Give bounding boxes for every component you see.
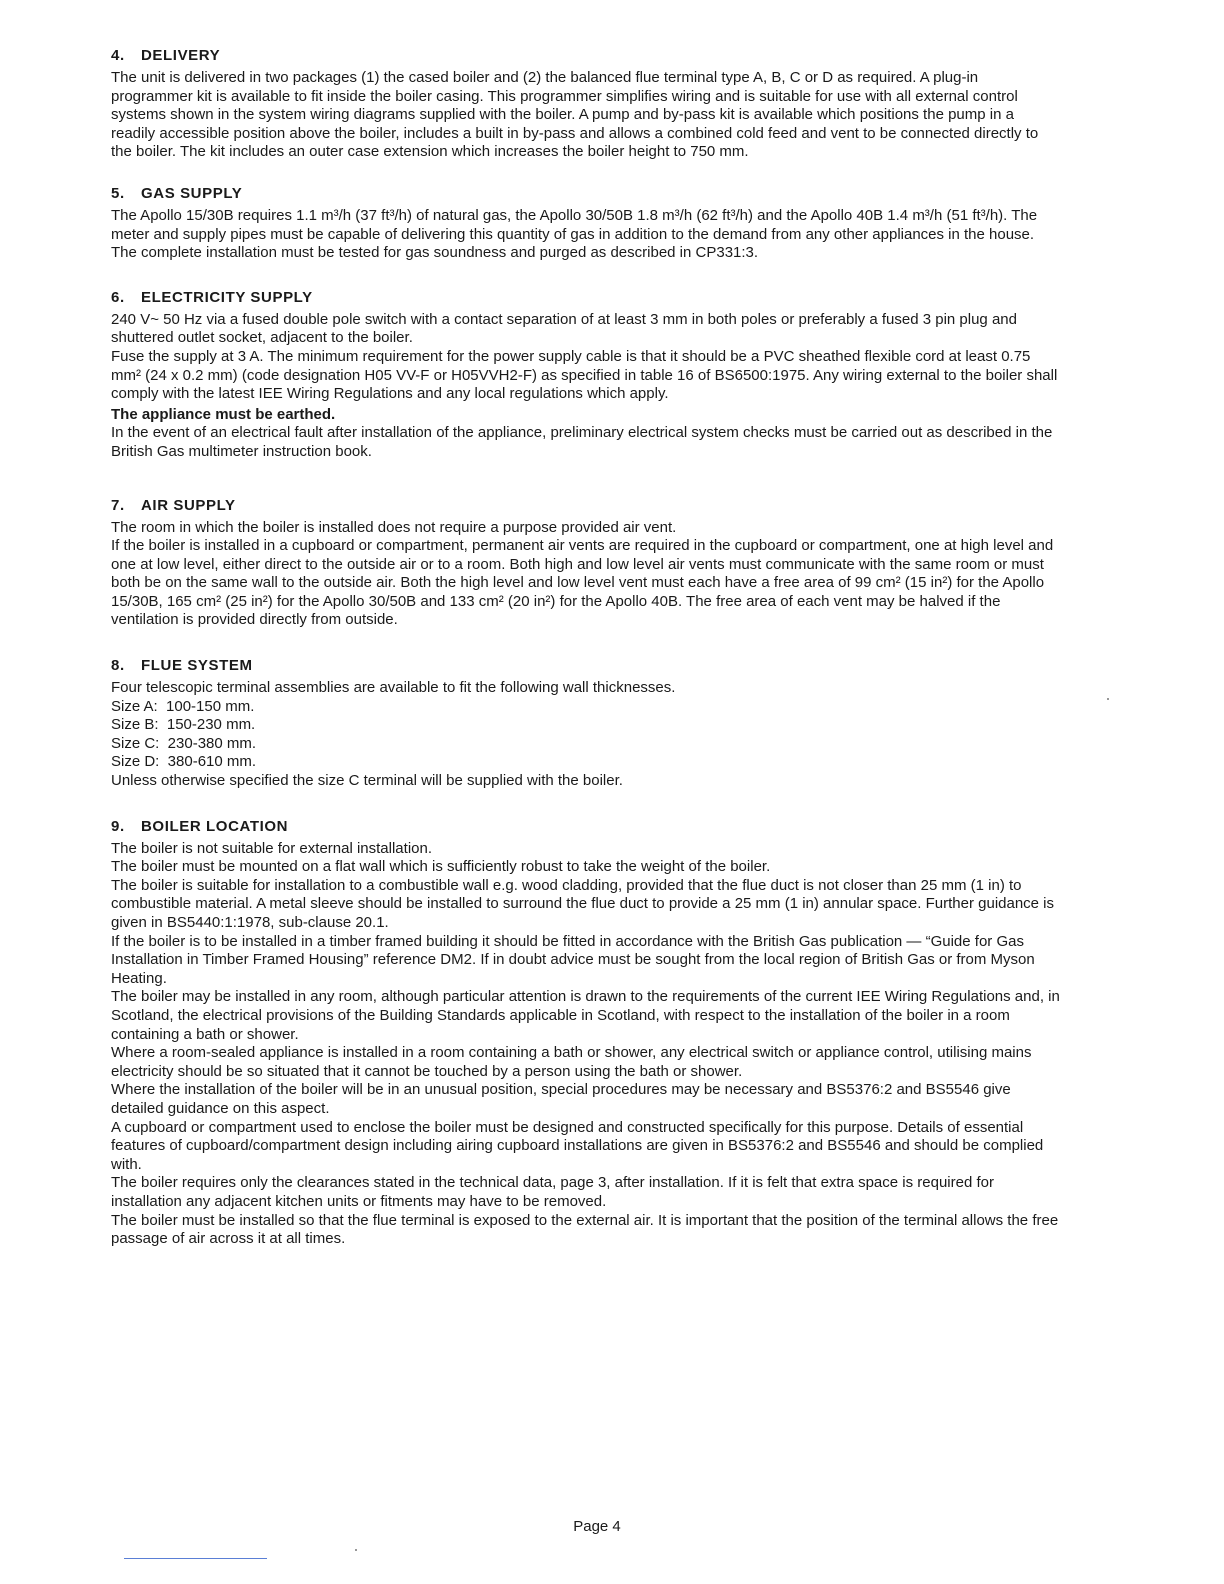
page-number: Page 4 [573,1518,621,1535]
document-body [111,46,1061,1271]
section-title: BOILER LOCATION [141,817,289,835]
list-item: Size A: 100-150 mm. [111,697,255,715]
section-heading [111,288,1061,308]
section-heading [111,184,1061,204]
paragraph: Four telescopic terminal assemblies are available to fit the following wall thicknesses. [111,679,676,697]
section-delivery [111,46,1061,162]
section-number: 4. [111,47,125,64]
paragraph: If the boiler is installed in a cupboard or compartment, permanent air vents are required in the cupboard or compartment, one at high level and one at low level, either direct to the outside air or to a room. Both high and low level air vents must communicate with the same room or must both be on the same wall to the outside air. Both the high level and low level vent must each have a free area of 99 cm² (15 in²) for the Apollo 15/30B, 165 cm² (25 in²) for the Apollo 30/50B and 133 cm² (20 in²) for the Apollo 40B. The free area of each vent may be halved if the ventilation is provided directly from outside. [111,537,1054,629]
paragraph: Fuse the supply at 3 A. The minimum requirement for the power supply cable is that it should be a PVC sheathed flexible cord at least 0.75 mm² (24 x 0.2 mm) (code designation H05 VV-F or H05VVH2-F) as specified in table 16 of BS6500:1975. Any wiring external to the boiler shall comply with the latest IEE Wiring Regulations and any local regulations which apply. [111,347,1058,403]
paragraph: Unless otherwise specified the size C terminal will be supplied with the boiler. [111,772,623,790]
paragraph: Where a room-sealed appliance is installed in a room containing a bath or shower, any electrical switch or appliance control, utilising mains electricity should be so situated that it cannot be touched by a person using the bath or shower. [111,1044,1032,1080]
section-number: 9. [111,817,125,835]
section-title: GAS SUPPLY [141,184,243,202]
paragraph: 240 V~ 50 Hz via a fused double pole switch with a contact separation of at least 3 mm in both poles or preferably a fused 3 pin plug and shuttered outlet socket, adjacent to the boiler. [111,310,1017,347]
section-heading [111,46,1061,66]
scan-speck [355,1549,357,1551]
paragraph: If the boiler is to be installed in a timber framed building it should be fitted in accordance with the British Gas publication — “Guide for Gas Installation in Timber Framed Housing” reference DM2. If in doubt advice must be sought from the local region of British Gas or from Myson Heating. [111,932,1035,987]
paragraph: The unit is delivered in two packages (1) the cased boiler and (2) the balanced flue terminal type A, B, C or D as required. A plug-in programmer kit is available to fit inside the boiler casing. This programmer simplifies wiring and is suitable for use with all external control systems shown in the system wiring diagrams supplied with the boiler. A pump and by-pass kit is available which positions the pump in a readily accessible position above the boiler, includes a built in by-pass and allows a combined cold feed and vent to be connected directly to the boiler. The kit includes an outer case extension which increases the boiler height to 750 mm. [111,69,1039,161]
earthing-warning: The appliance must be earthed. [111,405,336,423]
paragraph: The boiler must be mounted on a flat wall which is sufficiently robust to take the weight of the boiler. [111,858,771,876]
list-item: Size B: 150-230 mm. [111,716,256,734]
scan-speck [1107,698,1109,700]
paragraph: A cupboard or compartment used to enclose the boiler must be designed and constructed specifically for this purpose. Details of essential features of cupboard/compartment design including airing cupboard installations are given in BS5376:2 and BS5546 and should be complied with. [111,1118,1044,1173]
paragraph: The room in which the boiler is installed does not require a purpose provided air vent. [111,518,677,536]
footer-rule [124,1558,267,1559]
paragraph: The boiler is not suitable for external installation. [111,839,433,857]
paragraph: The boiler is suitable for installation to a combustible wall e.g. wood cladding, provided that the flue duct is not closer than 25 mm (1 in) to combustible material. A metal sleeve should be installed to surround the flue duct to provide a 25 mm (1 in) annular space. Further guidance is given in BS5440:1:1978, sub-clause 20.1. [111,876,1055,931]
section-electricity-supply [111,288,1061,462]
section-number: 8. [111,657,125,675]
section-heading [111,817,1061,837]
section-flue-system [111,656,1061,791]
section-title: ELECTRICITY SUPPLY [141,288,313,306]
section-air-supply [111,496,1061,631]
section-number: 7. [111,496,125,514]
section-number: 5. [111,184,125,202]
section-title: AIR SUPPLY [141,496,236,514]
list-item: Size D: 380-610 mm. [111,753,257,771]
section-heading [111,496,1061,516]
paragraph: Where the installation of the boiler will be in an unusual position, special procedures may be necessary and BS5376:2 and BS5546 give detailed guidance on this aspect. [111,1081,1011,1117]
page-footer [0,1518,1224,1535]
section-heading [111,656,1061,676]
section-title: DELIVERY [141,47,221,64]
section-gas-supply [111,184,1061,263]
section-boiler-location [111,817,1061,1249]
section-number: 6. [111,288,125,306]
paragraph: The boiler requires only the clearances stated in the technical data, page 3, after installation. If it is felt that extra space is required for installation any adjacent kitchen units or fitments may have to be removed. [111,1174,994,1210]
list-item: Size C: 230-380 mm. [111,734,257,752]
section-title: FLUE SYSTEM [141,657,253,675]
paragraph: The complete installation must be tested for gas soundness and purged as described in CP331:3. [111,244,759,262]
terminal-size-list [111,698,1061,772]
paragraph: The boiler may be installed in any room, although particular attention is drawn to the requirements of the current IEE Wiring Regulations and, in Scotland, the electrical provisions of the Building Standards applicable in Scotland, with respect to the installation of the boiler in a room containing a bath or shower. [111,988,1060,1043]
paragraph: The boiler must be installed so that the flue terminal is exposed to the external air. It is important that the position of the terminal allows the free passage of air across it at all times. [111,1211,1059,1248]
paragraph: The Apollo 15/30B requires 1.1 m³/h (37 ft³/h) of natural gas, the Apollo 30/50B 1.8 m³/h (62 ft³/h) and the Apollo 40B 1.4 m³/h (51 ft³/h). The meter and supply pipes must be capable of delivering this quantity of gas in addition to the demand from any other appliances in the house. [111,206,1038,243]
paragraph: In the event of an electrical fault after installation of the appliance, preliminary electrical system checks must be carried out as described in the British Gas multimeter instruction book. [111,424,1053,460]
